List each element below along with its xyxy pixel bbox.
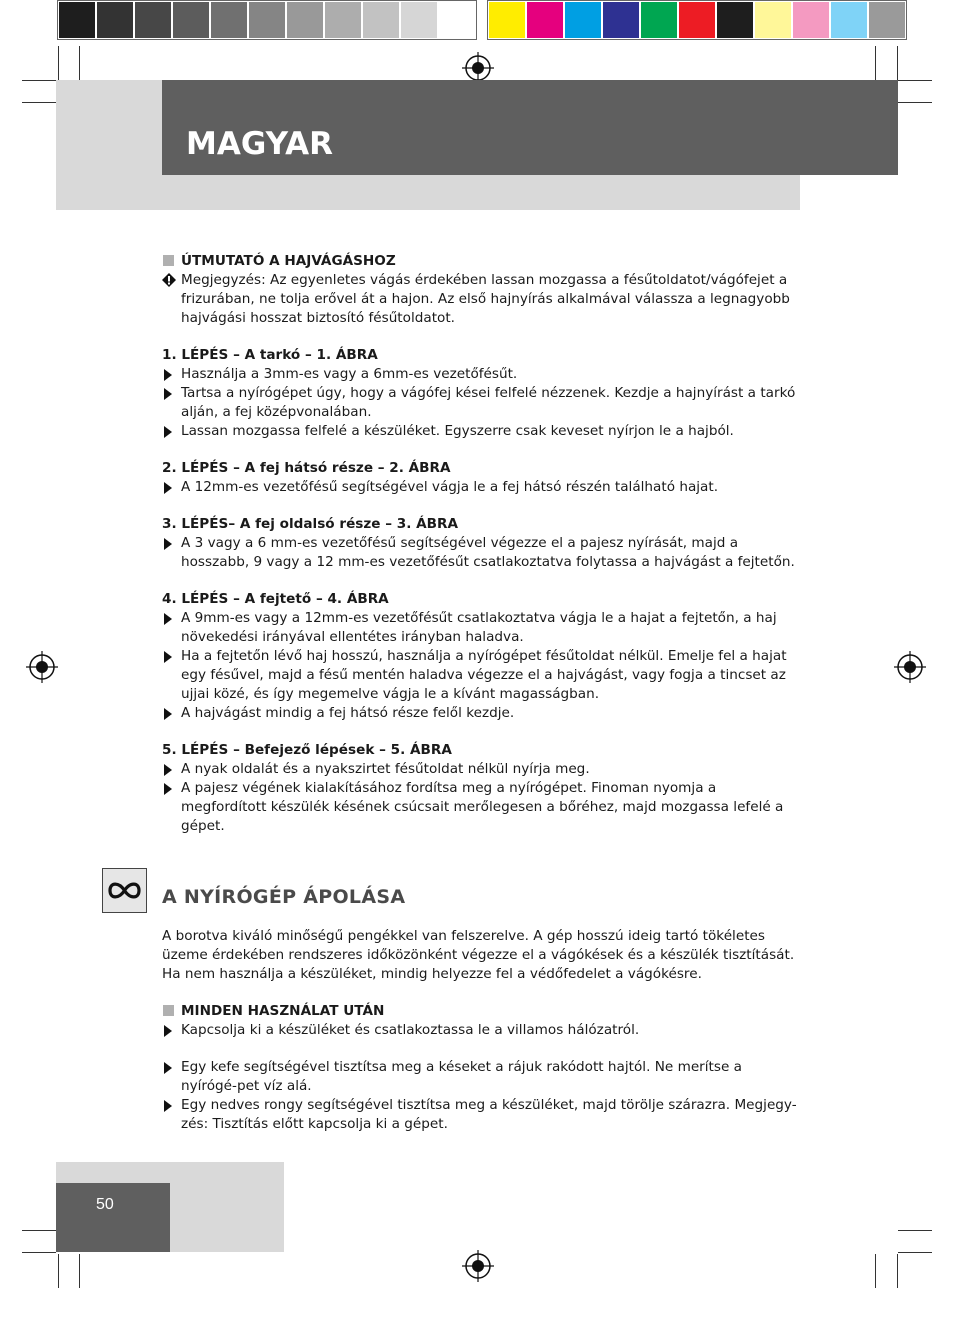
list-item-text: Egy kefe segítségével tisztítsa meg a késeket a rájuk rakódott hajtól. Ne merítse a nyírógé-pet víz alá.: [181, 1059, 742, 1094]
triangle-bullet-icon: [164, 708, 172, 720]
list-item-text: Ha a fejtetőn lévő haj hosszú, használja a nyírógépet fésűtoldat nélkül. Emelje fel a hajat egy fésűvel, majd a fésű mentén haladva végezze el a hajvágást, vagy fogja a tincset az ujjai közé, és így megemelve vágja le a kívánt magasságban.: [181, 648, 787, 702]
list-item: [162, 609, 802, 647]
list-item: [162, 779, 802, 836]
triangle-bullet-icon: [164, 426, 172, 438]
color-swatch: [679, 2, 715, 38]
list-item-text: A hajvágást mindig a fej hátsó része felől kezdje.: [181, 705, 515, 721]
section-heading: [162, 1002, 802, 1021]
print-color-bars: [57, 0, 907, 40]
list-item: [162, 760, 802, 779]
triangle-bullet-icon: [164, 651, 172, 663]
step-title: 1. LÉPÉS – A tarkó – 1. ÁBRA: [162, 347, 378, 363]
crop-mark: [897, 46, 898, 80]
page-title: MAGYAR: [186, 126, 333, 162]
color-swatch: [641, 2, 677, 38]
color-swatch: [287, 2, 323, 38]
page-number-box: [56, 1183, 170, 1252]
color-swatch: [439, 2, 475, 38]
list-item-text: A 9mm-es vagy a 12mm-es vezetőfésűt csatlakoztatva vágja le a hajat a fejtetőn, a haj növekedési irányával ellentétes irányban haladva.: [181, 610, 777, 645]
list-item: [162, 422, 802, 441]
page-content: [162, 252, 802, 1134]
color-swatch: [97, 2, 133, 38]
triangle-bullet-icon: [164, 1062, 172, 1074]
color-swatch: [135, 2, 171, 38]
section-heading-text: ÚTMUTATÓ A HAJVÁGÁSHOZ: [181, 253, 396, 269]
care-intro: A borotva kiváló minőségű pengékkel van felszerelve. A gép hosszú ideig tartó tökéletes üzeme érdekében rendszeres időközönként végezze el a vágókések és a készülék tisztítását. Ha nem használja a készüléket, mindig helyezze fel a védőfedelet a vágókésre.: [162, 928, 795, 982]
page-number: 50: [96, 1196, 114, 1213]
section-heading-text: MINDEN HASZNÁLAT UTÁN: [181, 1003, 385, 1019]
step-1: [162, 346, 802, 441]
triangle-bullet-icon: [164, 369, 172, 381]
step-2: [162, 459, 802, 497]
step-4: [162, 590, 802, 723]
color-swatch: [325, 2, 361, 38]
square-bullet-icon: [163, 1005, 174, 1016]
color-swatch: [401, 2, 437, 38]
list-item-text: Kapcsolja ki a készüléket és csatlakoztassa le a villamos hálózatról.: [181, 1022, 640, 1038]
list-item-text: Tartsa a nyírógépet úgy, hogy a vágófej kései felfelé nézzenek. Kezdje a hajnyírást a tarkó alján, a fej középvonalában.: [181, 385, 796, 420]
registration-mark-icon: [462, 1250, 494, 1282]
list-item: [162, 1058, 802, 1096]
note-text: Megjegyzés: Az egyenletes vágás érdekében lassan mozgassa a fésűtoldatot/vágófejet a frizurában, ne tolja erővel át a hajon. Az első hajnyírás alkalmával válassza a legnagyobb hajvágási hosszat biztosító fésűtoldatot.: [181, 272, 790, 326]
square-bullet-icon: [163, 255, 174, 266]
step-title: 3. LÉPÉS– A fej oldalsó része – 3. ÁBRA: [162, 516, 459, 532]
list-item: [162, 534, 802, 572]
triangle-bullet-icon: [164, 1025, 172, 1037]
color-swatch: [249, 2, 285, 38]
care-heading-text: A NYÍRÓGÉP ÁPOLÁSA: [162, 886, 406, 908]
list-item-text: A nyak oldalát és a nyakszirtet fésűtoldat nélkül nyírja meg.: [181, 761, 590, 777]
crop-mark: [875, 1254, 876, 1288]
crop-mark: [897, 1254, 898, 1288]
triangle-bullet-icon: [164, 538, 172, 550]
crop-mark: [875, 46, 876, 80]
warning-icon: [162, 273, 176, 287]
list-item-text: Lassan mozgassa felfelé a készüléket. Egyszerre csak keveset nyírjon le a hajból.: [181, 423, 734, 439]
step-title: 5. LÉPÉS – Befejező lépések – 5. ÁBRA: [162, 742, 452, 758]
triangle-bullet-icon: [164, 783, 172, 795]
note: [162, 271, 802, 328]
crop-mark: [898, 1252, 932, 1253]
triangle-bullet-icon: [164, 1100, 172, 1112]
color-swatch: [489, 2, 525, 38]
list-item: [162, 1096, 802, 1134]
crop-mark: [22, 1252, 56, 1253]
triangle-bullet-icon: [164, 613, 172, 625]
crop-mark: [79, 46, 80, 80]
color-swatch: [869, 2, 905, 38]
color-swatch: [527, 2, 563, 38]
crop-mark: [898, 102, 932, 103]
list-item-text: Egy nedves rongy segítségével tisztítsa meg a készüléket, majd törölje szárazra. Megjegy-zés: Tisztítás előtt kapcsolja ki a gépet.: [181, 1097, 797, 1132]
color-swatch-bar: [487, 0, 907, 40]
color-swatch: [59, 2, 95, 38]
color-swatch: [755, 2, 791, 38]
list-item: [162, 704, 802, 723]
list-item: [162, 478, 802, 497]
color-swatch: [603, 2, 639, 38]
grey-swatch-bar: [57, 0, 477, 40]
color-swatch: [363, 2, 399, 38]
list-item-text: A pajesz végének kialakításához fordítsa meg a nyírógépet. Finoman nyomja a megfordított készülék késének csúcsait merőlegesen a bőréhez, majd mozgassa lefelé a gépet.: [181, 780, 784, 834]
color-swatch: [831, 2, 867, 38]
triangle-bullet-icon: [164, 388, 172, 400]
care-heading: [162, 888, 802, 907]
list-item: [162, 1021, 802, 1040]
list-item-text: A 3 vagy a 6 mm-es vezetőfésű segítségével végezze el a pajesz nyírását, majd a hosszabb, 9 vagy a 12 mm-es vezetőfésűt csatlakoztatva folytassa a hajvágást a fejtetőn.: [181, 535, 795, 570]
step-title: 2. LÉPÉS – A fej hátsó része – 2. ÁBRA: [162, 460, 451, 476]
crop-mark: [58, 46, 59, 80]
list-item-text: A 12mm-es vezetőfésű segítségével vágja le a fej hátsó részén található hajat.: [181, 479, 719, 495]
crop-mark: [22, 1230, 56, 1231]
color-swatch: [173, 2, 209, 38]
triangle-bullet-icon: [164, 482, 172, 494]
crop-mark: [898, 1230, 932, 1231]
crop-mark: [58, 1254, 59, 1288]
crop-mark: [22, 80, 56, 81]
color-swatch: [565, 2, 601, 38]
registration-mark-icon: [894, 651, 926, 683]
title-bar: [162, 80, 898, 175]
color-swatch: [211, 2, 247, 38]
list-item: [162, 365, 802, 384]
step-5: [162, 741, 802, 836]
crop-mark: [79, 1254, 80, 1288]
crop-mark: [22, 102, 56, 103]
list-item-text: Használja a 3mm-es vagy a 6mm-es vezetőfésűt.: [181, 366, 518, 382]
color-swatch: [793, 2, 829, 38]
step-3: [162, 515, 802, 572]
triangle-bullet-icon: [164, 764, 172, 776]
color-swatch: [717, 2, 753, 38]
list-item: [162, 384, 802, 422]
infinity-icon: [102, 868, 147, 913]
crop-mark: [898, 80, 932, 81]
list-item: [162, 647, 802, 704]
registration-mark-icon: [26, 651, 58, 683]
section-heading: [162, 252, 802, 271]
step-title: 4. LÉPÉS – A fejtető – 4. ÁBRA: [162, 591, 389, 607]
